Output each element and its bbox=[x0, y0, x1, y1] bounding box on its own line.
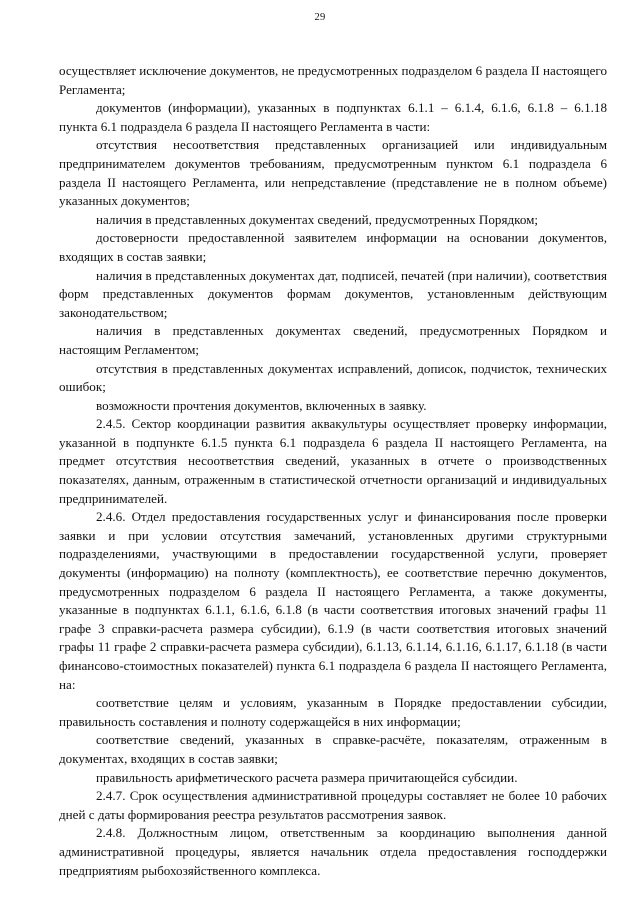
paragraph: соответствие сведений, указанных в справке-расчёте, показателям, отраженным в документах, входящих в состав заявки; bbox=[59, 732, 607, 766]
paragraph: отсутствия несоответствия представленных организацией или индивидуальным предпринимателем документов требованиям, предусмотренным пунктом 6.1 подраздела 6 раздела II настоящего Регламента, или непредставление (представление не в полном объеме) указанных документов; bbox=[59, 137, 607, 209]
paragraph: осуществляет исключение документов, не предусмотренных подразделом 6 раздела II настоящего Регламента; bbox=[59, 63, 607, 97]
paragraph: 2.4.8. Должностным лицом, ответственным за координацию выполнения данной административной процедуры, является начальник отдела предоставления господдержки предприятиям рыбохозяйственного комплекса. bbox=[59, 825, 607, 878]
paragraph: достоверности предоставленной заявителем информации на основании документов, входящих в состав заявки; bbox=[59, 230, 607, 264]
paragraph: 2.4.5. Сектор координации развития аквакультуры осуществляет проверку информации, указанной в подпункте 6.1.5 пункта 6.1 подраздела 6 раздела II настоящего Регламента, на предмет отсутствия несоответствия сведений, указанных в отчете о производственных показателях, данным, отраженным в статистической отчетности организаций и индивидуальных предпринимателей. bbox=[59, 416, 607, 506]
paragraph: наличия в представленных документах сведений, предусмотренных Порядком; bbox=[96, 211, 539, 227]
paragraph: наличия в представленных документах сведений, предусмотренных Порядком и настоящим Регламентом; bbox=[59, 323, 607, 357]
document-body bbox=[59, 62, 607, 880]
page-number: 29 bbox=[314, 12, 326, 23]
paragraph: возможности прочтения документов, включенных в заявку. bbox=[96, 397, 427, 413]
paragraph: 2.4.6. Отдел предоставления государственных услуг и финансирования после проверки заявки и при условии отсутствия замечаний, установленных другими структурными подразделениями, участвующими в предоставлении государственной услуги, проверяет документы (информацию) на полноту (комплектность), ее соответствие перечню документов, предусмотренных подразделом 6 раздела II настоящего Регламента, а также документы, указанные в подпунктах 6.1.1, 6.1.6, 6.1.8 (в части соответствия итоговых значений графы 11 графе 3 справки-расчета размера субсидии), 6.1.9 (в части соответствия итоговых значений графы 11 графе 2 справки-расчета размера субсидии), 6.1.13, 6.1.14, 6.1.16, 6.1.17, 6.1.18 (в части финансово-стоимостных показателей) пункта 6.1 подраздела 6 раздела II настоящего Регламента, на: bbox=[59, 509, 607, 692]
paragraph: отсутствия в представленных документах исправлений, дописок, подчисток, технических ошибок; bbox=[59, 360, 607, 395]
paragraph: соответствие целям и условиям, указанным в Порядке предоставлении субсидии, правильность составления и полноту содержащейся в них информации; bbox=[59, 695, 607, 729]
paragraph: наличия в представленных документах дат, подписей, печатей (при наличии), соответствия форм представленных документов формам документов, установленным действующим законодательством; bbox=[59, 267, 607, 320]
paragraph: документов (информации), указанных в подпунктах 6.1.1 – 6.1.4, 6.1.6, 6.1.8 – 6.1.18 пункта 6.1 подраздела 6 раздела II настоящего Регламента в части: bbox=[59, 100, 607, 134]
paragraph: правильность арифметического расчета размера причитающейся субсидии. bbox=[96, 769, 518, 785]
paragraph: 2.4.7. Срок осуществления административной процедуры составляет не более 10 рабочих дней с даты формирования реестра результатов рассмотрения заявок. bbox=[59, 788, 607, 822]
